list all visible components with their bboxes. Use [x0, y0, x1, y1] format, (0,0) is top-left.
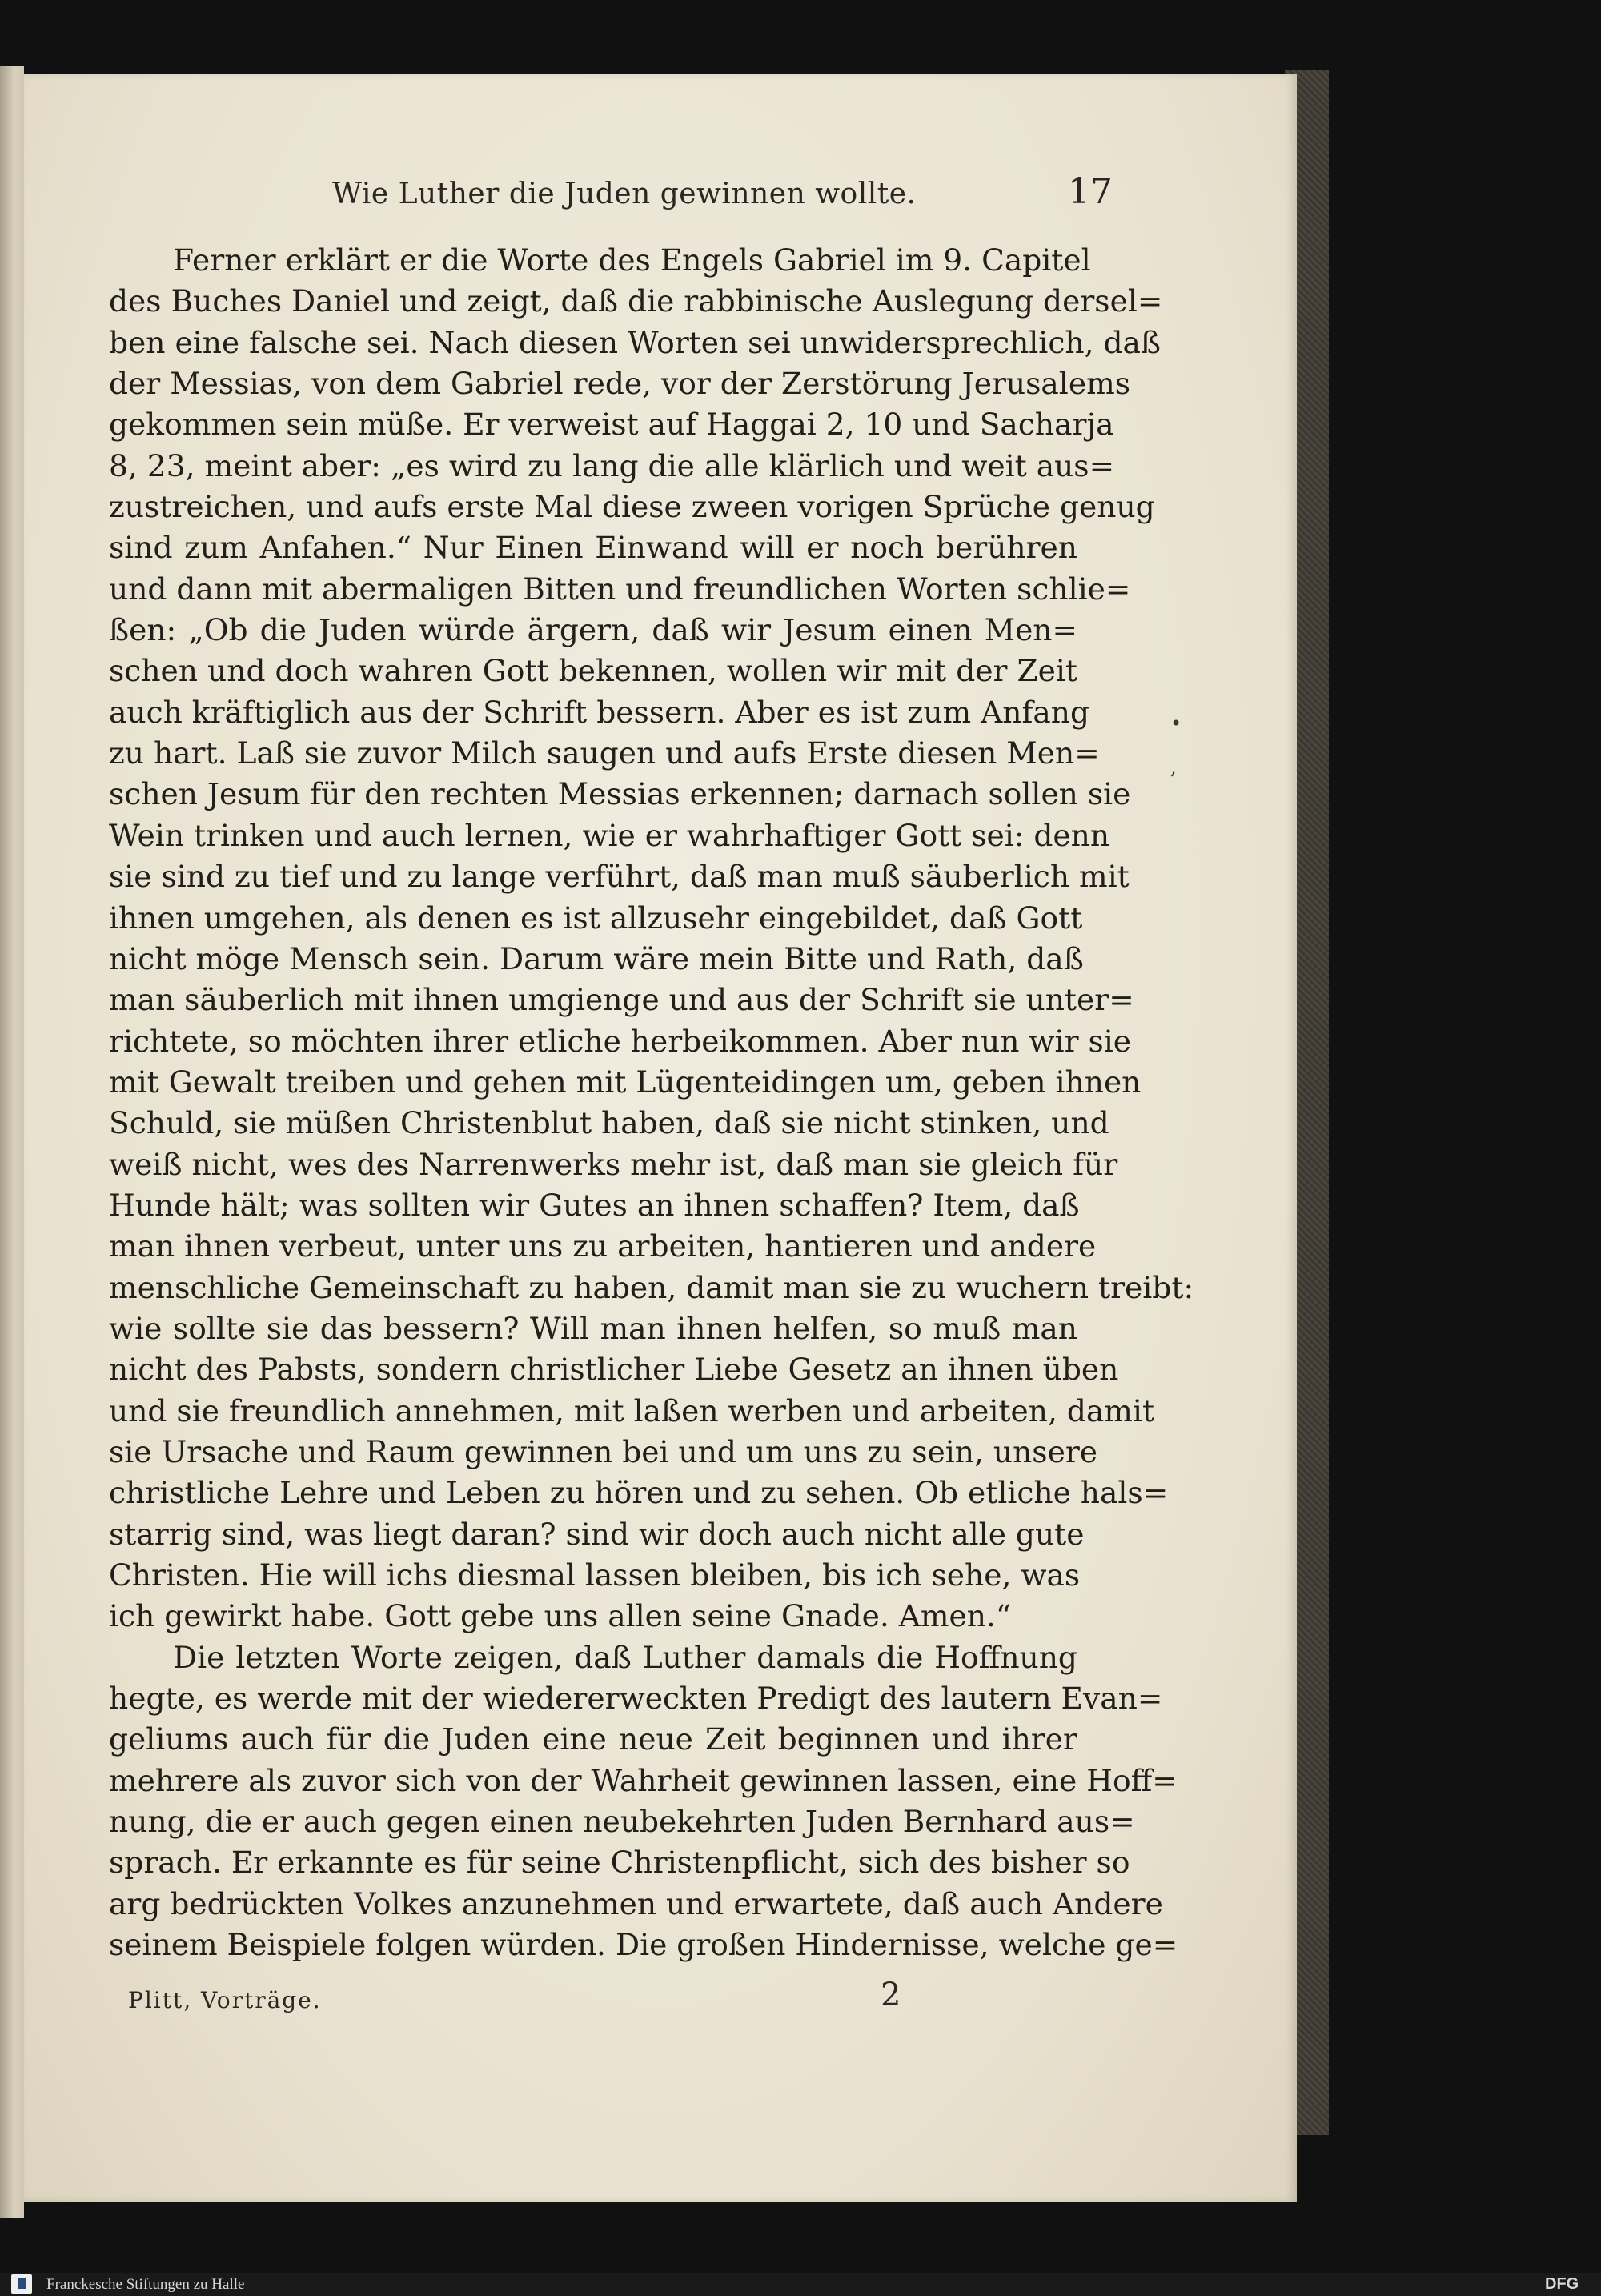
text-line: ich gewirkt habe. Gott gebe uns allen seine Gnade. Amen.“: [109, 1598, 1012, 1634]
text-line: man säuberlich mit ihnen umgienge und aus der Schrift sie unter=: [109, 982, 1134, 1018]
text-line: geliums auch für die Juden eine neue Zeit beginnen und ihrer: [109, 1721, 1077, 1757]
running-header: Wie Luther die Juden gewinnen wollte.: [332, 178, 917, 210]
text-line: nicht möge Mensch sein. Darum wäre mein Bitte und Rath, daß: [109, 940, 1084, 976]
text-line: schen und doch wahren Gott bekennen, wollen wir mit der Zeit: [109, 653, 1077, 689]
text-line: wie sollte sie das bessern? Will man ihnen helfen, so muß man: [109, 1310, 1077, 1346]
text-line: starrig sind, was liegt daran? sind wir doch auch nicht alle gute: [109, 1516, 1085, 1552]
text-line: ben eine falsche sei. Nach diesen Worten sei unwidersprechlich, daß: [109, 324, 1162, 360]
text-line: menschliche Gemeinschaft zu haben, damit man sie zu wuchern treibt:: [109, 1269, 1194, 1305]
text-line: gekommen sein müße. Er verweist auf Haggai 2, 10 und Sacharja: [109, 407, 1114, 443]
dfg-logo: DFG: [1545, 2275, 1579, 2293]
text-line: sind zum Anfahen.“ Nur Einen Einwand will er noch berühren: [109, 530, 1077, 566]
text-line: weiß nicht, wes des Narrenwerks mehr ist, daß man sie gleich für: [109, 1146, 1118, 1182]
text-line: man ihnen verbeut, unter uns zu arbeiten, hantieren und andere: [109, 1228, 1097, 1264]
text-line: und dann mit abermaligen Bitten und freundlichen Worten schlie=: [109, 571, 1131, 607]
body-text: [109, 240, 1194, 1965]
text-line: schen Jesum für den rechten Messias erkennen; darnach sollen sie: [109, 776, 1131, 812]
text-line: mehrere als zuvor sich von der Wahrheit gewinnen lassen, eine Hoff=: [109, 1762, 1178, 1798]
text-line: Wein trinken und auch lernen, wie er wahrhaftiger Gott sei: denn: [109, 817, 1110, 853]
text-line: ihnen umgehen, als denen es ist allzusehr eingebildet, daß Gott: [109, 900, 1083, 936]
text-line: auch kräftiglich aus der Schrift bessern. Aber es ist zum Anfang: [109, 694, 1090, 730]
signature-mark: 2: [881, 1977, 901, 2014]
text-line: sprach. Er erkannte es für seine Christenpflicht, sich des bisher so: [109, 1845, 1130, 1881]
text-line: nung, die er auch gegen einen neubekehrten Juden Bernhard aus=: [109, 1804, 1135, 1840]
text-line: hegte, es werde mit der wiedererweckten Predigt des lautern Evan=: [109, 1681, 1163, 1717]
library-name: Franckesche Stiftungen zu Halle: [46, 2276, 245, 2293]
text-line: 8, 23, meint aber: „es wird zu lang die alle klärlich und weit aus=: [109, 447, 1115, 483]
text-line: des Buches Daniel und zeigt, daß die rabbinische Auslegung dersel=: [109, 283, 1163, 319]
text-line: richtete, so möchten ihrer etliche herbeikommen. Aber nun wir sie: [109, 1023, 1132, 1059]
text-line: und sie freundlich annehmen, mit laßen werben und arbeiten, damit: [109, 1392, 1155, 1428]
text-line: zu hart. Laß sie zuvor Milch saugen und aufs Erste diesen Men=: [109, 735, 1100, 771]
page-number: 17: [1068, 171, 1113, 212]
text-line: nicht des Pabsts, sondern christlicher Liebe Gesetz an ihnen üben: [109, 1352, 1119, 1388]
text-line: sie sind zu tief und zu lange verführt, daß man muß säuberlich mit: [109, 859, 1130, 895]
text-line: Ferner erklärt er die Worte des Engels Gabriel im 9. Capitel: [173, 242, 1091, 278]
text-line: Christen. Hie will ichs diesmal lassen bleiben, bis ich sehe, was: [109, 1557, 1081, 1593]
text-line: mit Gewalt treiben und gehen mit Lügenteidingen um, geben ihnen: [109, 1064, 1142, 1100]
margin-mark: ,: [1170, 756, 1177, 779]
text-line: arg bedrückten Volkes anzunehmen und erwartete, daß auch Andere: [109, 1885, 1163, 1921]
text-line: Die letzten Worte zeigen, daß Luther damals die Hoffnung: [173, 1639, 1077, 1675]
text-line: der Messias, von dem Gabriel rede, vor der Zerstörung Jerusalems: [109, 366, 1130, 402]
text-line: Schuld, sie müßen Christenblut haben, daß sie nicht stinken, und: [109, 1105, 1109, 1141]
library-logo-icon: [11, 2274, 32, 2294]
book-spine-edge: [0, 66, 24, 2218]
text-line: sie Ursache und Raum gewinnen bei und um uns zu sein, unsere: [109, 1433, 1098, 1469]
footer-author-line: Plitt, Vorträge.: [128, 1987, 322, 2014]
margin-mark: •: [1170, 712, 1182, 735]
text-line: seinem Beispiele folgen würden. Die großen Hindernisse, welche ge=: [109, 1927, 1178, 1963]
text-line: christliche Lehre und Leben zu hören und zu sehen. Ob etliche hals=: [109, 1475, 1169, 1511]
text-line: Hunde hält; was sollten wir Gutes an ihnen schaffen? Item, daß: [109, 1187, 1080, 1223]
text-line: ßen: „Ob die Juden würde ärgern, daß wir Jesum einen Men=: [109, 612, 1077, 648]
text-line: zustreichen, und aufs erste Mal diese zween vorigen Sprüche genug: [109, 489, 1155, 525]
